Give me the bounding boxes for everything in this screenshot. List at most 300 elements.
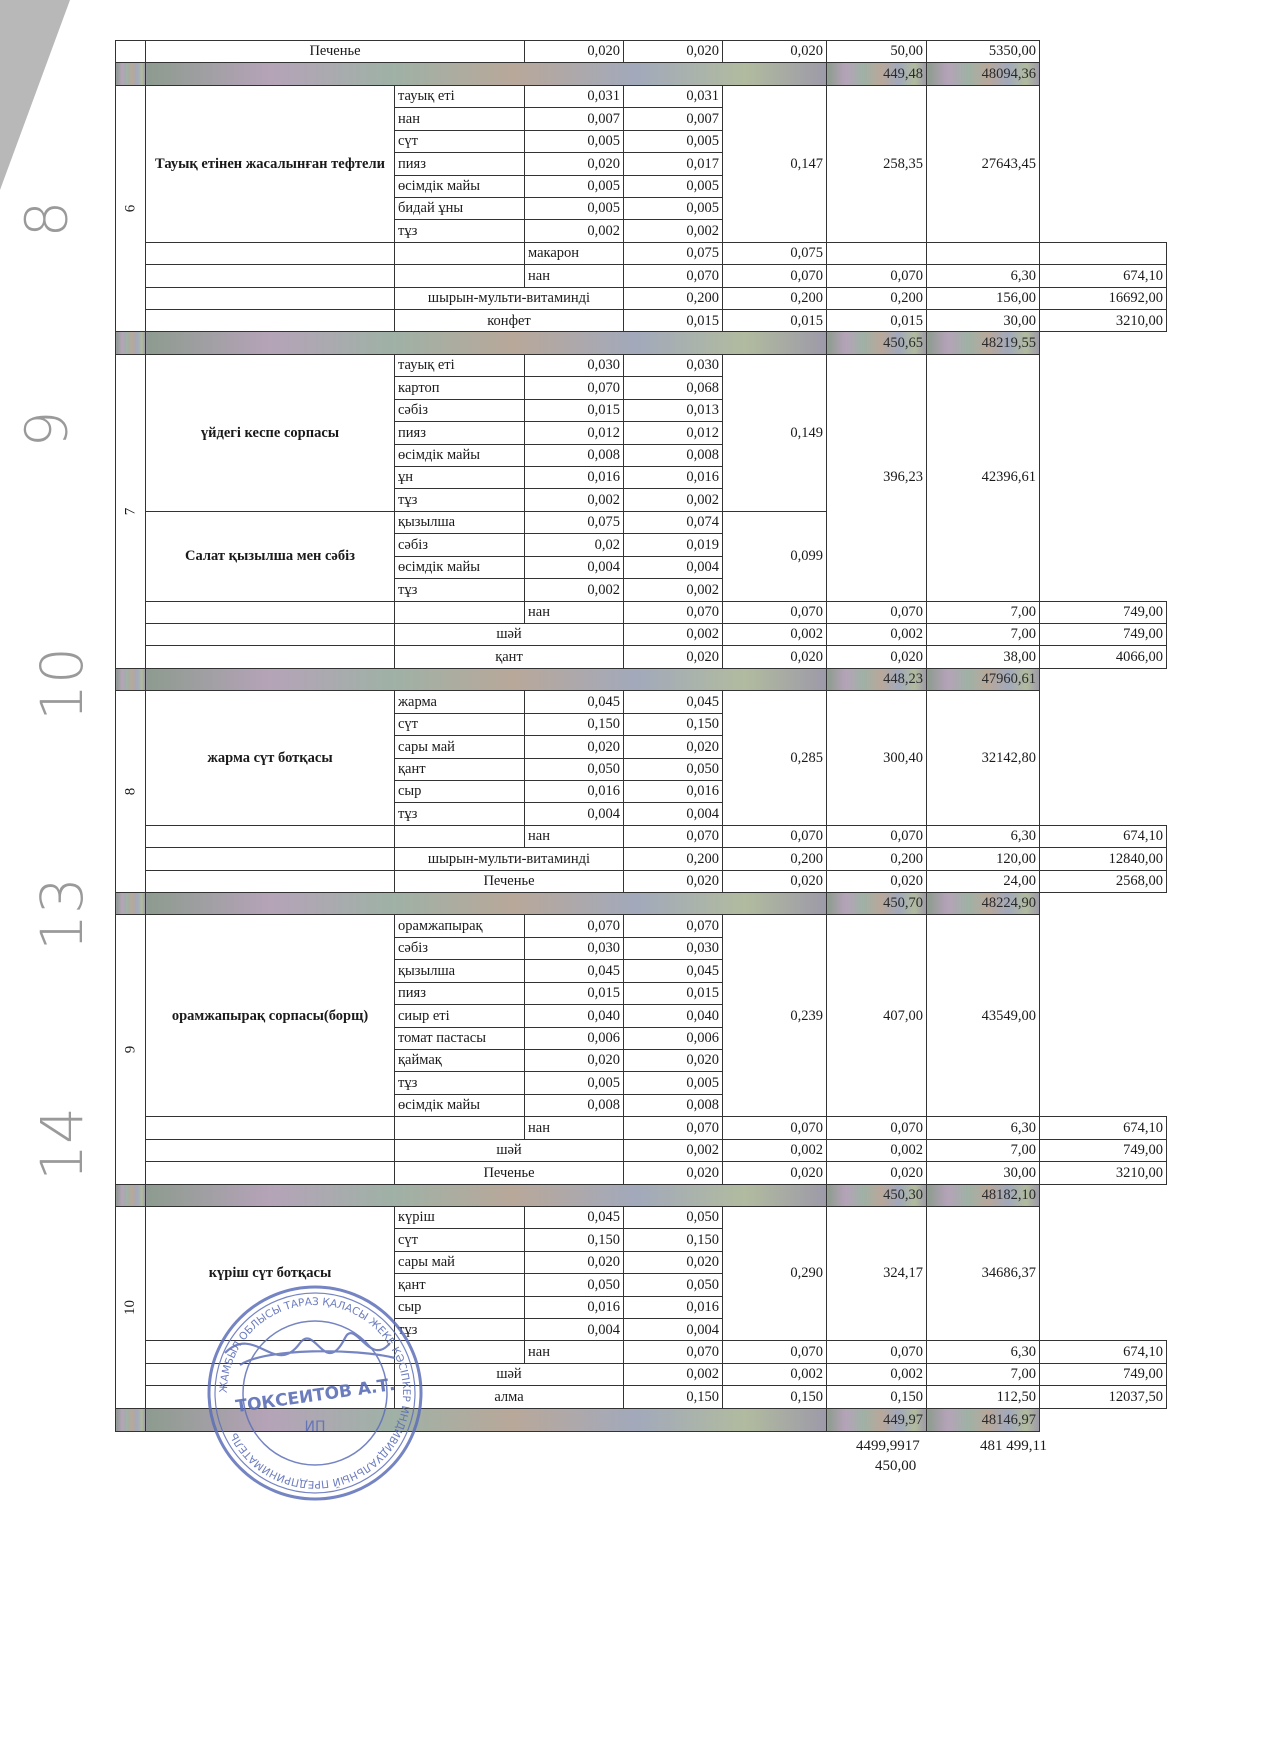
dish-portion: 0,149	[723, 354, 827, 511]
ingredient-name: сыр	[395, 1296, 525, 1318]
price: 6,30	[927, 265, 1040, 287]
gross-weight: 0,005	[525, 175, 624, 197]
portion-weight: 0,200	[827, 848, 927, 870]
grand-total-sum: 481 499,11	[980, 1438, 1047, 1454]
ingredient-name: сары май	[395, 736, 525, 758]
ingredient-name: тұз	[395, 220, 525, 242]
day-total-row	[116, 1184, 1167, 1206]
day-number-label: 8	[122, 787, 138, 796]
ingredient-name: сүт	[395, 713, 525, 735]
handwritten-signature	[225, 1333, 395, 1365]
net-weight: 0,075	[723, 242, 827, 264]
day-cell-empty	[146, 265, 395, 287]
ingredient-name: орамжапырақ	[395, 915, 525, 937]
portion-weight: 0,070	[827, 601, 927, 623]
net-weight: 0,016	[624, 467, 723, 489]
ingredient-name: қызылша	[395, 511, 525, 533]
item-row	[116, 848, 1167, 870]
gross-weight: 0,012	[525, 422, 624, 444]
net-weight: 0,020	[624, 736, 723, 758]
stamp-ring-text: ЖАМБЫЛ ОБЛЫСЫ ТАРАЗ ҚАЛАСЫ ЖЕКЕ КӘСІПКЕР ИНДИВИДУАЛЬНЫЙ ПРЕДПРИНИМАТЕЛЬ	[217, 1295, 413, 1491]
gross-weight: 0,015	[525, 399, 624, 421]
net-weight: 0,005	[624, 1072, 723, 1094]
sum: 3210,00	[1040, 310, 1167, 332]
dish-price: 396,23	[827, 354, 927, 601]
day-number-label: 7	[122, 507, 138, 516]
gross-weight: 0,075	[525, 511, 624, 533]
day-total-sum: 48224,90	[927, 893, 1040, 915]
net-weight: 0,004	[624, 803, 723, 825]
net-weight: 0,002	[723, 1139, 827, 1161]
average-price: 450,00	[875, 1458, 917, 1474]
gross-weight: 0,016	[525, 780, 624, 802]
day-total-price: 449,97	[827, 1408, 927, 1431]
margin-note: 14	[27, 1107, 96, 1181]
portion-weight: 0,200	[827, 287, 927, 309]
price: 7,00	[927, 623, 1040, 645]
sum: 5350,00	[927, 41, 1040, 63]
dish-price: 407,00	[827, 915, 927, 1117]
net-weight: 0,012	[624, 422, 723, 444]
day-number	[116, 915, 146, 1184]
price: 7,00	[927, 601, 1040, 623]
net-weight: 0,031	[624, 85, 723, 107]
margin-note: 13	[27, 877, 96, 951]
item-name: нан	[525, 601, 624, 623]
ingredient-row	[116, 354, 1167, 376]
gross-weight: 0,008	[525, 444, 624, 466]
day-cell-empty	[116, 41, 146, 63]
total-blank	[146, 332, 827, 354]
dish-portion: 0,099	[723, 511, 827, 601]
net-weight: 0,070	[723, 601, 827, 623]
gross-weight: 0,002	[624, 1139, 723, 1161]
net-weight: 0,005	[624, 197, 723, 219]
day-number-label: 9	[122, 1045, 138, 1054]
net-weight: 0,019	[624, 534, 723, 556]
ingredient-name: сүт	[395, 130, 525, 152]
portion-weight: 0,020	[827, 870, 927, 892]
net-weight: 0,020	[723, 646, 827, 668]
dish-portion: 0,290	[723, 1206, 827, 1341]
day-cell-empty	[146, 623, 395, 645]
ingredient-name: бидай ұны	[395, 197, 525, 219]
item-name: нан	[525, 1117, 624, 1139]
gross-weight: 0,070	[525, 915, 624, 937]
day-total-price: 450,65	[827, 332, 927, 354]
net-weight: 0,150	[624, 1229, 723, 1251]
sum: 674,10	[1040, 1117, 1167, 1139]
ingredient-name: тұз	[395, 803, 525, 825]
gross-weight: 0,020	[525, 1049, 624, 1071]
price: 6,30	[927, 1117, 1040, 1139]
portion-weight: 0,070	[827, 825, 927, 847]
item-row	[116, 870, 1167, 892]
portion-weight: 0,015	[827, 310, 927, 332]
dish-portion: 0,239	[723, 915, 827, 1117]
gross-weight: 0,006	[525, 1027, 624, 1049]
day-total-price: 450,30	[827, 1184, 927, 1206]
item-name: нан	[525, 265, 624, 287]
day-cell-empty	[146, 848, 395, 870]
price: 38,00	[927, 646, 1040, 668]
net-weight: 0,006	[624, 1027, 723, 1049]
net-weight: 0,020	[624, 1251, 723, 1273]
net-weight: 0,005	[624, 175, 723, 197]
day-cell-empty	[146, 242, 395, 264]
total-blank	[116, 893, 146, 915]
gross-weight: 0,020	[624, 870, 723, 892]
ingredient-name: қызылша	[395, 960, 525, 982]
ingredient-name: өсімдік майы	[395, 1094, 525, 1116]
day-number	[116, 691, 146, 893]
sub-item-row	[116, 825, 1167, 847]
gross-weight: 0,045	[525, 960, 624, 982]
sum: 12840,00	[1040, 848, 1167, 870]
day-total-sum: 48219,55	[927, 332, 1040, 354]
price: 6,30	[927, 825, 1040, 847]
item-name: қант	[395, 646, 624, 668]
gross-weight: 0,004	[525, 803, 624, 825]
menu-table-body	[116, 41, 1167, 1432]
gross-weight: 0,016	[525, 1296, 624, 1318]
official-stamp-seal	[205, 1283, 425, 1503]
sum: 749,00	[1040, 1363, 1167, 1385]
gross-weight: 0,020	[525, 1251, 624, 1273]
item-name: конфет	[395, 310, 624, 332]
gross-weight: 0,150	[525, 1229, 624, 1251]
dish-portion: 0,147	[723, 85, 827, 242]
portion-weight: 0,020	[827, 1162, 927, 1184]
day-cell-empty	[146, 870, 395, 892]
ingredient-name: жарма	[395, 691, 525, 713]
dish-name: Тауық етінен жасалынған тефтели	[146, 85, 395, 242]
sub-item-row	[116, 242, 1167, 264]
total-blank	[146, 1184, 827, 1206]
day-number	[116, 354, 146, 668]
item-row	[116, 1139, 1167, 1161]
item-name: Печенье	[395, 870, 624, 892]
net-weight: 0,040	[624, 1005, 723, 1027]
net-weight: 0,050	[624, 1206, 723, 1228]
gross-weight: 0,050	[525, 758, 624, 780]
day-total-price: 449,48	[827, 63, 927, 85]
gross-weight: 0,020	[624, 1162, 723, 1184]
net-weight: 0,050	[624, 1274, 723, 1296]
net-weight: 0,020	[723, 870, 827, 892]
margin-note: 9	[12, 410, 81, 448]
sum: 749,00	[1040, 1139, 1167, 1161]
sum: 3210,00	[1040, 1162, 1167, 1184]
gross-weight: 0,02	[525, 534, 624, 556]
dish-portion: 0,285	[723, 691, 827, 826]
item-name: шәй	[395, 1363, 624, 1385]
gross-weight: 0,075	[624, 242, 723, 264]
gross-weight: 0,070	[624, 825, 723, 847]
gross-weight: 0,005	[525, 1072, 624, 1094]
dish-cell-empty	[395, 265, 525, 287]
dish-sum: 32142,80	[927, 691, 1040, 826]
net-weight: 0,070	[723, 825, 827, 847]
day-total-sum: 47960,61	[927, 668, 1040, 690]
dish-name: орамжапырақ сорпасы(борщ)	[146, 915, 395, 1117]
menu-table-wrapper	[115, 40, 1167, 1432]
gross-weight: 0,004	[525, 556, 624, 578]
sum: 674,10	[1040, 825, 1167, 847]
gross-weight: 0,004	[525, 1319, 624, 1341]
day-total-sum: 48146,97	[927, 1408, 1040, 1431]
ingredient-name: тауық еті	[395, 85, 525, 107]
day-number	[116, 1206, 146, 1408]
total-blank	[146, 63, 827, 85]
ingredient-name: пияз	[395, 153, 525, 175]
ingredient-name: ұн	[395, 467, 525, 489]
gross-weight: 0,070	[624, 601, 723, 623]
net-weight: 0,030	[624, 937, 723, 959]
net-weight: 0,074	[624, 511, 723, 533]
price: 7,00	[927, 1363, 1040, 1385]
gross-weight: 0,002	[624, 623, 723, 645]
net-weight: 0,020	[624, 1049, 723, 1071]
day-cell-empty	[146, 825, 395, 847]
dish-sum: 42396,61	[927, 354, 1040, 601]
grand-total-price: 4499,9917	[856, 1438, 920, 1454]
gross-weight: 0,020	[525, 41, 624, 63]
net-weight: 0,005	[624, 130, 723, 152]
net-weight: 0,007	[624, 108, 723, 130]
net-weight: 0,002	[723, 623, 827, 645]
portion-weight: 0,002	[827, 1139, 927, 1161]
net-weight: 0,200	[723, 848, 827, 870]
sum: 674,10	[1040, 265, 1167, 287]
net-weight: 0,004	[624, 1319, 723, 1341]
day-total-row	[116, 332, 1167, 354]
stamp-name: ТОКСЕИТОВ А.Т.	[234, 1374, 397, 1418]
net-weight: 0,150	[624, 713, 723, 735]
ingredient-name: сары май	[395, 1251, 525, 1273]
item-name: Печенье	[395, 1162, 624, 1184]
ingredient-row	[116, 915, 1167, 937]
dish-name: Салат қызылша мен сәбіз	[146, 511, 395, 601]
ingredient-name: қант	[395, 1274, 525, 1296]
sum: 2568,00	[1040, 870, 1167, 892]
total-blank	[146, 893, 827, 915]
item-row	[116, 287, 1167, 309]
dish-cell-empty	[395, 242, 525, 264]
portion-weight: 0,020	[827, 646, 927, 668]
price: 30,00	[927, 310, 1040, 332]
margin-note: 10	[27, 647, 96, 721]
day-cell-empty	[146, 646, 395, 668]
ingredient-name: картоп	[395, 377, 525, 399]
day-total-row	[116, 668, 1167, 690]
day-cell-empty	[146, 1139, 395, 1161]
sum: 12037,50	[1040, 1386, 1167, 1408]
price: 30,00	[927, 1162, 1040, 1184]
sum: 16692,00	[1040, 287, 1167, 309]
gross-weight: 0,002	[525, 220, 624, 242]
ingredient-name: қант	[395, 758, 525, 780]
day-number-label: 10	[122, 1299, 138, 1315]
dish-name: жарма сүт ботқасы	[146, 691, 395, 826]
gross-weight: 0,070	[624, 265, 723, 287]
dish-cell-empty	[395, 1117, 525, 1139]
gross-weight: 0,008	[525, 1094, 624, 1116]
margin-note: 8	[12, 200, 81, 238]
gross-weight: 0,015	[525, 982, 624, 1004]
ingredient-name: сәбіз	[395, 534, 525, 556]
dish-price: 324,17	[827, 1206, 927, 1341]
price: 112,50	[927, 1386, 1040, 1408]
gross-weight: 0,005	[525, 197, 624, 219]
net-weight: 0,015	[624, 982, 723, 1004]
day-cell-empty	[146, 1117, 395, 1139]
day-number	[116, 85, 146, 332]
total-blank	[116, 668, 146, 690]
ingredient-name: сиыр еті	[395, 1005, 525, 1027]
net-weight: 0,013	[624, 399, 723, 421]
dish-cell-empty	[395, 601, 525, 623]
ingredient-name: күріш	[395, 1206, 525, 1228]
gross-weight: 0,040	[525, 1005, 624, 1027]
day-total-sum: 48094,36	[927, 63, 1040, 85]
item-row	[116, 310, 1167, 332]
dish-name: күріш сүт ботқасы	[146, 1206, 395, 1341]
portion-weight: 0,070	[827, 1341, 927, 1363]
portion-weight: 0,020	[723, 41, 827, 63]
gross-weight: 0,070	[624, 1341, 723, 1363]
ingredient-name: өсімдік майы	[395, 444, 525, 466]
gross-weight: 0,150	[525, 713, 624, 735]
net-weight: 0,020	[723, 1162, 827, 1184]
item-name: нан	[525, 1341, 624, 1363]
day-total-price: 450,70	[827, 893, 927, 915]
ingredient-name: томат пастасы	[395, 1027, 525, 1049]
scan-corner-fold	[0, 0, 70, 190]
net-weight: 0,015	[723, 310, 827, 332]
dish-name: үйдегі кеспе сорпасы	[146, 354, 395, 511]
stamp-type: ИП	[304, 1419, 326, 1435]
ingredient-name: қаймақ	[395, 1049, 525, 1071]
total-blank	[146, 668, 827, 690]
ingredient-name: тұз	[395, 579, 525, 601]
item-row	[116, 1162, 1167, 1184]
gross-weight: 0,015	[624, 310, 723, 332]
portion-weight: 0,002	[827, 623, 927, 645]
ingredient-name: пияз	[395, 982, 525, 1004]
gross-weight: 0,002	[624, 1363, 723, 1385]
day-cell-empty	[146, 287, 395, 309]
gross-weight: 0,070	[624, 1117, 723, 1139]
gross-weight: 0,031	[525, 85, 624, 107]
portion-weight: 0,002	[827, 1363, 927, 1385]
gross-weight: 0,045	[525, 691, 624, 713]
sum: 674,10	[1040, 1341, 1167, 1363]
price: 120,00	[927, 848, 1040, 870]
net-weight: 0,017	[624, 153, 723, 175]
ingredient-name: пияз	[395, 422, 525, 444]
gross-weight: 0,200	[624, 287, 723, 309]
gross-weight: 0,070	[525, 377, 624, 399]
ingredient-name: өсімдік майы	[395, 556, 525, 578]
sub-item-row	[116, 601, 1167, 623]
total-blank	[116, 63, 146, 85]
net-weight: 0,070	[723, 1341, 827, 1363]
gross-weight: 0,020	[525, 736, 624, 758]
item-name: шырын-мульти-витаминді	[395, 287, 624, 309]
item-name: шырын-мульти-витаминді	[395, 848, 624, 870]
ingredient-name: тауық еті	[395, 354, 525, 376]
ingredient-name: тұз	[395, 489, 525, 511]
dish-price: 258,35	[827, 85, 927, 242]
ingredient-row	[116, 85, 1167, 107]
net-weight: 0,008	[624, 1094, 723, 1116]
ingredient-row	[116, 1206, 1167, 1228]
item-row	[116, 646, 1167, 668]
net-weight: 0,070	[723, 265, 827, 287]
ingredient-row	[116, 691, 1167, 713]
day-cell-empty	[146, 1162, 395, 1184]
ingredient-name: сыр	[395, 780, 525, 802]
ingredient-name: нан	[395, 108, 525, 130]
sum: 749,00	[1040, 623, 1167, 645]
menu-cost-table	[115, 40, 1167, 1432]
net-weight: 0,020	[624, 41, 723, 63]
day-total-row	[116, 893, 1167, 915]
net-weight: 0,008	[624, 444, 723, 466]
net-weight: 0,016	[624, 1296, 723, 1318]
dish-price: 300,40	[827, 691, 927, 826]
item-name: алма	[395, 1386, 624, 1408]
gross-weight: 0,200	[624, 848, 723, 870]
net-weight: 0,050	[624, 758, 723, 780]
gross-weight: 0,007	[525, 108, 624, 130]
net-weight: 0,002	[723, 1363, 827, 1385]
ingredient-name: сәбіз	[395, 937, 525, 959]
item-name: макарон	[525, 242, 624, 264]
net-weight: 0,200	[723, 287, 827, 309]
net-weight: 0,045	[624, 691, 723, 713]
item-name: шәй	[395, 623, 624, 645]
gross-weight: 0,030	[525, 937, 624, 959]
price: 6,30	[927, 1341, 1040, 1363]
day-number-label: 6	[122, 204, 138, 213]
sub-item-row	[116, 265, 1167, 287]
gross-weight: 0,020	[624, 646, 723, 668]
net-weight: 0,030	[624, 354, 723, 376]
dish-sum: 34686,37	[927, 1206, 1040, 1341]
day-total-row	[116, 63, 1167, 85]
gross-weight: 0,050	[525, 1274, 624, 1296]
dish-cell-empty	[395, 825, 525, 847]
item-name: нан	[525, 825, 624, 847]
ingredient-name: тұз	[395, 1072, 525, 1094]
net-weight: 0,002	[624, 220, 723, 242]
gross-weight: 0,150	[624, 1386, 723, 1408]
item-row	[116, 41, 1167, 63]
price: 7,00	[927, 1139, 1040, 1161]
dish-sum: 27643,45	[927, 85, 1040, 242]
ingredient-name: өсімдік майы	[395, 175, 525, 197]
sum: 4066,00	[1040, 646, 1167, 668]
price	[927, 242, 1040, 264]
portion-weight: 0,150	[827, 1386, 927, 1408]
net-weight: 0,002	[624, 489, 723, 511]
gross-weight: 0,005	[525, 130, 624, 152]
day-cell-empty	[146, 310, 395, 332]
gross-weight: 0,002	[525, 579, 624, 601]
day-cell-empty	[146, 601, 395, 623]
